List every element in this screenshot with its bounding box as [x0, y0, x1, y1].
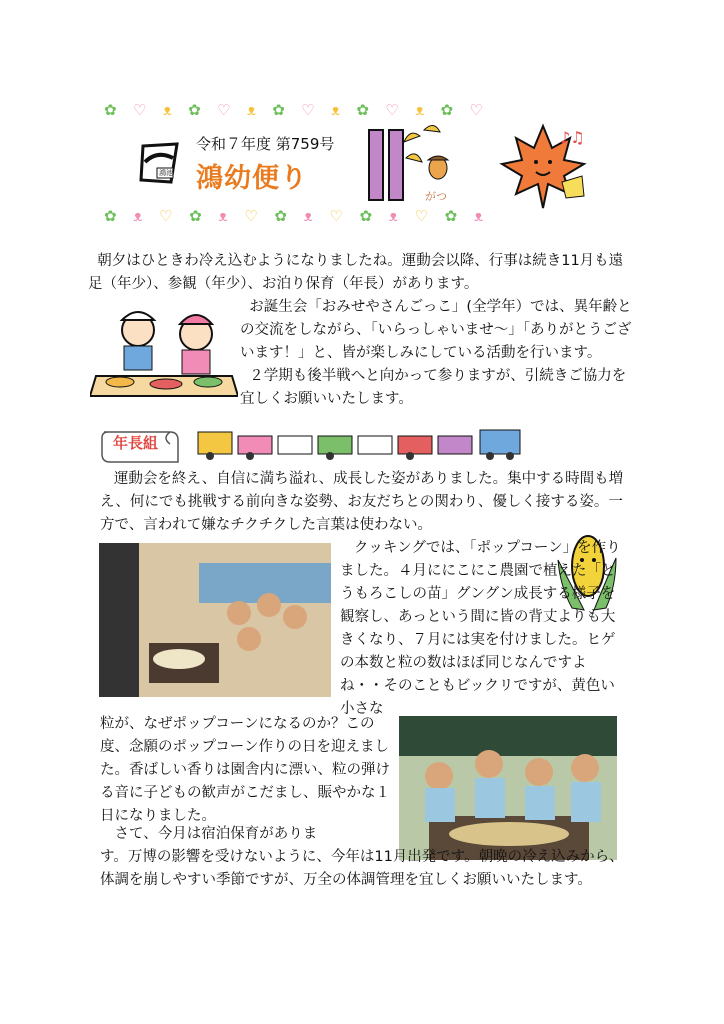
intro-paragraph-2: お誕生会「おみせやさんごっこ」(全学年）では、異年齢との交流をしながら、「いらっしゃいませ～」「ありがとうございます！」と、皆が楽しみにしている活動を行います。 ２学期も後半戦へと向かって参りますが、引続きご協力を宜しくお願いいたします。: [240, 299, 632, 407]
month-suffix: がつ: [425, 190, 447, 203]
chef-children-illustration: [90, 296, 238, 404]
newsletter-title: 鴻幼便り: [196, 163, 308, 194]
logo-text: 鴻池: [159, 169, 173, 177]
cooking-photo-1: [99, 543, 331, 697]
logo-icon: [137, 140, 181, 186]
section-paragraph-4-part-a: さて、今月は宿泊保育がありま: [100, 826, 318, 842]
section-paragraph-1: 運動会を終え、自信に満ち溢れ、成長した姿がありました。集中する時間も増え、何にでも挑戦する前向きな姿勢、お友だちとの関わり、優しく接する姿。一方で、言われて嫌なチクチクした言葉は使わない。: [100, 471, 624, 533]
section-label: 年長組: [113, 434, 159, 452]
top-decorative-border: ✿ ♡ ᴥ ✿ ♡ ᴥ ✿ ♡ ᴥ ✿ ♡ ᴥ ✿ ♡: [104, 101, 484, 119]
bottom-decorative-border: ✿ ᴥ ♡ ✿ ᴥ ♡ ✿ ᴥ ♡ ✿ ᴥ ♡ ✿ ᴥ: [104, 207, 484, 225]
acorn-icon: [426, 150, 450, 180]
train-illustration: [196, 426, 536, 462]
section-paragraph-3: 粒が、なぜポップコーンになるのか？この度、念願のポップコーン作りの日を迎えました。香ばしい香りは園舎内に漂い、粒の弾ける音に子どもの歓声がこだまし、賑やかな１日になりました。: [100, 716, 390, 824]
intro-paragraph-1: 朝夕はひときわ冷え込むようになりましたね。運動会以降、行事は続き11月も遠足（年少）、参観（年少）、お泊り保育（年長）があります。: [88, 253, 624, 292]
section-paragraph-2: クッキングでは、「ポップコーン」を作りました。４月ににこにこ農園で植えた「とうもろこしの苗」グングン成長する様子を観察し、あっという間に皆の背丈よりも大きくなり、７月には実を付けました。ヒゲの本数と粒の数はほぼ同じなんですよね・・そのこともビックリですが、黄色い小さな: [340, 540, 621, 717]
section-paragraph-4-part-b: す。万博の影響を受けないように、今年は11月出発です。朝晩の冷え込みから、体調を崩しやすい季節ですが、万全の体調管理を宜しくお願いいたします。: [100, 849, 624, 888]
section-paragraph-4: [100, 823, 624, 892]
small-leaf-icon: [558, 172, 588, 202]
music-note-icon: ♪♫: [560, 128, 585, 147]
issue-number: 令和７年度 第759号: [196, 135, 335, 153]
